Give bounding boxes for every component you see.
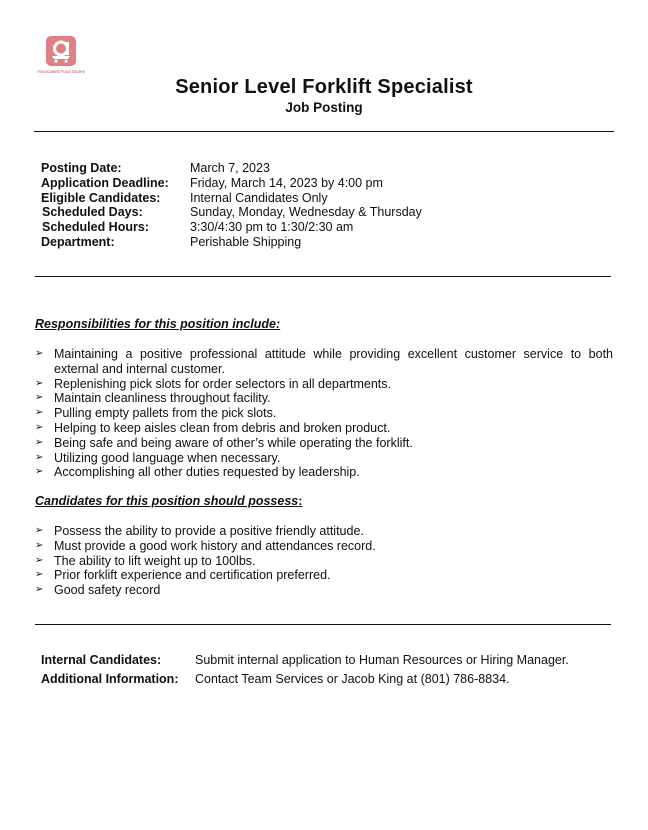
contact-value: Submit internal application to Human Resources or Hiring Manager. <box>195 653 569 667</box>
contact-label: Additional Information: <box>41 672 179 686</box>
arrow-bullet-icon: ➢ <box>35 584 44 596</box>
arrow-bullet-icon: ➢ <box>35 554 44 566</box>
arrow-bullet-icon: ➢ <box>35 407 44 419</box>
arrow-bullet-icon: ➢ <box>35 436 44 448</box>
divider-top <box>34 131 614 132</box>
company-logo <box>34 36 88 74</box>
responsibilities-list <box>35 347 613 480</box>
list-item-text: Good safety record <box>54 583 161 598</box>
list-item-text: Maintain cleanliness throughout facility. <box>54 391 271 406</box>
contact-row <box>41 651 569 670</box>
detail-value: Internal Candidates Only <box>190 190 328 205</box>
list-item <box>35 436 613 451</box>
detail-label: Scheduled Hours: <box>42 220 149 235</box>
list-item <box>35 583 613 598</box>
detail-value: 3:30/4:30 pm to 1:30/2:30 am <box>190 220 354 235</box>
list-item <box>35 568 613 583</box>
detail-row <box>41 220 354 235</box>
page-title: Senior Level Forklift Specialist <box>175 76 473 98</box>
detail-value: March 7, 2023 <box>190 161 270 175</box>
divider-bottom <box>35 624 611 625</box>
arrow-bullet-icon: ➢ <box>35 451 44 463</box>
detail-label: Eligible Candidates: <box>41 190 161 205</box>
list-item-text: The ability to lift weight up to 100lbs. <box>54 553 256 568</box>
detail-row <box>41 205 422 220</box>
list-item <box>35 554 613 569</box>
arrow-bullet-icon: ➢ <box>35 525 44 536</box>
detail-label: Application Deadline: <box>41 175 169 190</box>
posting-details <box>41 161 422 250</box>
list-item <box>35 451 613 466</box>
detail-row <box>41 190 328 206</box>
list-item <box>35 421 613 436</box>
qualifications-heading-text: Candidates for this position should possess <box>35 494 299 508</box>
list-item-text: Replenishing pick slots for order selectors in all departments. <box>54 376 391 391</box>
logo-text: Associated Food Stores <box>37 69 85 74</box>
list-item <box>35 406 613 421</box>
detail-value: Sunday, Monday, Wednesday & Thursday <box>190 205 422 220</box>
arrow-bullet-icon: ➢ <box>35 569 44 581</box>
arrow-bullet-icon: ➢ <box>35 421 44 433</box>
detail-row <box>41 175 383 191</box>
contact-label: Internal Candidates: <box>41 653 162 667</box>
arrow-bullet-icon: ➢ <box>35 466 44 478</box>
list-item <box>35 377 613 392</box>
detail-value: Perishable Shipping <box>190 234 302 249</box>
list-item <box>35 524 613 539</box>
list-item <box>35 347 613 377</box>
arrow-bullet-icon: ➢ <box>35 392 44 404</box>
list-item-text: Helping to keep aisles clean from debris and broken product. <box>54 420 391 435</box>
list-item-text: Accomplishing all other duties requested by leadership. <box>54 465 360 480</box>
list-item-text: Being safe and being aware of other’s while operating the forklift. <box>54 435 413 450</box>
divider-middle <box>35 276 611 277</box>
list-item-text: Must provide a good work history and attendances record. <box>54 538 376 553</box>
qualifications-heading <box>35 494 302 508</box>
qualifications-heading-colon: : <box>298 494 303 508</box>
list-item <box>35 539 613 554</box>
detail-label: Posting Date: <box>41 161 122 175</box>
contact-value: Contact Team Services or Jacob King at (801) 786-8834. <box>195 672 510 686</box>
detail-value: Friday, March 14, 2023 by 4:00 pm <box>190 175 383 190</box>
arrow-bullet-icon: ➢ <box>35 348 44 359</box>
list-item-text: Pulling empty pallets from the pick slots. <box>54 406 277 421</box>
page-subtitle: Job Posting <box>285 100 363 115</box>
list-item-text: Prior forklift experience and certification preferred. <box>54 568 331 583</box>
detail-label: Scheduled Days: <box>42 205 143 220</box>
responsibilities-heading: Responsibilities for this position include: <box>35 317 281 331</box>
arrow-bullet-icon: ➢ <box>35 377 44 389</box>
arrow-bullet-icon: ➢ <box>35 539 44 551</box>
detail-row <box>41 234 302 250</box>
qualifications-list <box>35 524 613 598</box>
list-item-text: Utilizing good language when necessary. <box>54 450 281 465</box>
list-item <box>35 465 613 480</box>
detail-label: Department: <box>41 234 115 249</box>
shopping-cart-logo-icon <box>46 36 76 66</box>
list-item-text: Possess the ability to provide a positive friendly attitude. <box>54 524 364 538</box>
contact-row <box>41 670 510 689</box>
contact-section <box>41 651 569 689</box>
list-item <box>35 391 613 406</box>
list-item-text: Maintaining a positive professional attitude while providing excellent customer service to both external and internal customer. <box>54 347 613 376</box>
detail-row <box>41 161 270 176</box>
